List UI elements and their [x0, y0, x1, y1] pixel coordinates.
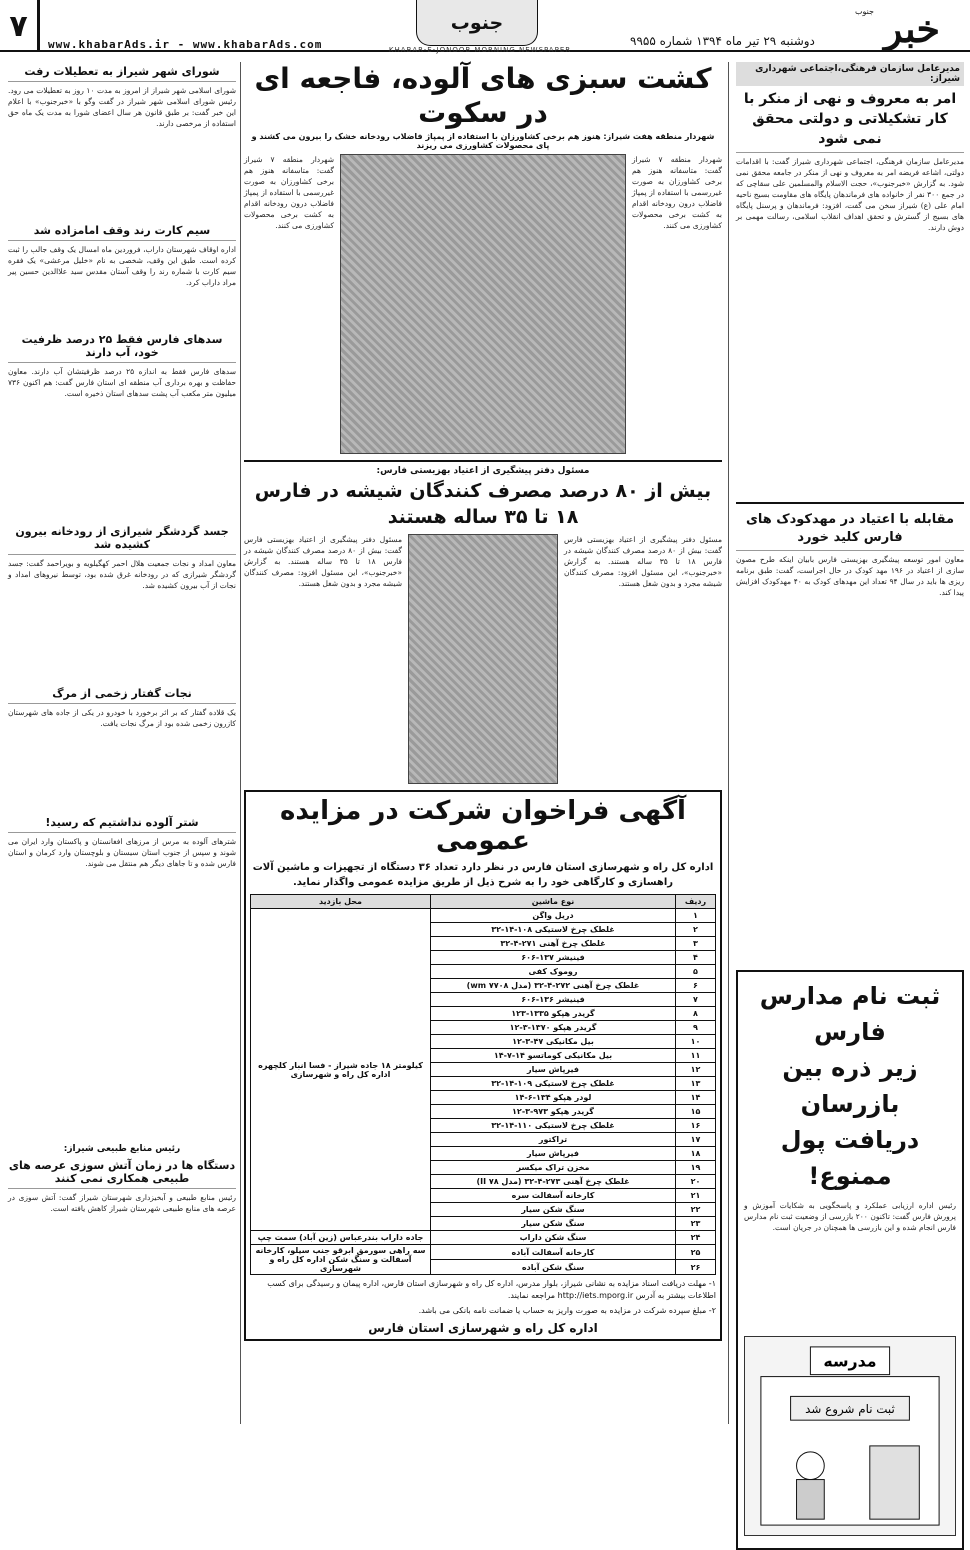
machine-type: سنگ شکن سیار — [431, 1203, 676, 1217]
article-body: یک قلاده گفتار که بر اثر برخورد با خودرو در یکی از جاده های شهرستان کازرون زخمی شده بود از مرگ نجات یافت. — [8, 708, 236, 728]
row-number: ۲۱ — [676, 1189, 716, 1203]
article-dams — [8, 330, 236, 516]
paper-english-name: KHABAR-E-JONOOB MORNING NEWSPAPER — [388, 46, 572, 54]
table-row — [251, 1245, 716, 1260]
machine-type: گریدر هپکو ۱۳۷۰-۳-۱۲ — [431, 1021, 676, 1035]
machine-type: کارخانه آسفالت آباده — [431, 1245, 676, 1260]
machine-type: سنگ شکن سیار — [431, 1217, 676, 1231]
masthead — [0, 0, 970, 52]
cartoon-illustration — [744, 1336, 956, 1536]
inspection-place: سه راهی سورمق ابرقو جنب سیلو، کارخانه آسفالت و سنگ شکن اداره کل راه و شهرسازی — [251, 1245, 431, 1275]
tender-header-row — [251, 895, 716, 909]
machine-type: لودر هپکو ۱۳۴-۶-۱۴ — [431, 1091, 676, 1105]
machine-type: فیرپاش سیار — [431, 1063, 676, 1077]
machine-type: غلطک چرخ لاستیکی ۱۱۰-۱۴-۳۲ — [431, 1119, 676, 1133]
article-body: شترهای آلوده به مرس از مرزهای افغانستان و پاکستان وارد ایران می شوند و سپس از جنوب استان سیستان و بلوچستان وارد کرمان و استان فارس شده و تا جاهای دیگر هم منتقل می شوند. — [8, 837, 236, 868]
row-number: ۱۲ — [676, 1063, 716, 1077]
article-crystal-meth — [244, 460, 722, 784]
middle-column — [244, 62, 722, 1424]
inspection-place: جاده داراب بندرعباس (زین آباد) سمت چپ — [251, 1231, 431, 1245]
article-camels — [8, 813, 236, 1136]
row-number: ۲۵ — [676, 1245, 716, 1260]
row-number: ۱۳ — [676, 1077, 716, 1091]
table-row — [251, 909, 716, 923]
machine-type: سنگ شکن داراب — [431, 1231, 676, 1245]
article-title: دستگاه ها در زمان آتش سوزی عرصه های طبیعی همکاری نمی کنند — [8, 1156, 236, 1189]
promo-school-registration — [736, 970, 964, 1550]
row-number: ۱۸ — [676, 1147, 716, 1161]
section-tab: جنوب — [416, 0, 538, 46]
ad-note-1: ۱- مهلت دریافت اسناد مزایده به نشانی شیراز، بلوار مدرس، اداره کل راه و شهرسازی استان فارس، اداره پیمان و رسیدگی برای کسب اطلاعات بیشتر به آدرس http://iets.mporg.ir مراجعه نمایند. — [267, 1279, 716, 1300]
cartoon-icon — [745, 1337, 955, 1535]
article-sim-card — [8, 221, 236, 324]
row-number: ۱۴ — [676, 1091, 716, 1105]
tender-table — [250, 894, 716, 1275]
article-body-continued: شهردار منطقه ۷ شیراز گفت: متاسفانه هنوز هم برخی کشاورزان به صورت غیررسمی با استفاده از پمپاژ فاضلاب درون رودخانه اقدام به کشت برخی محصولات کشاورزی می کنند. — [244, 155, 334, 230]
ad-intro: اداره کل راه و شهرسازی استان فارس در نظر دارد تعداد ۳۶ دستگاه از تجهیزات و ماشین آلات راهسازی و کارگاهی خود را به شرح ذیل از طریق مزایده عمومی واگذار نماید. — [252, 862, 714, 888]
machine-type: سنگ شکن آباده — [431, 1260, 676, 1275]
article-title: مقابله با اعتیاد در مهدکودک های فارس کلید خورد — [736, 508, 964, 551]
row-number: ۲۰ — [676, 1175, 716, 1189]
article-amr-be-maroof — [736, 62, 964, 496]
article-body-continued: مسئول دفتر پیشگیری از اعتیاد بهزیستی فارس گفت: بیش از ۸۰ درصد مصرف کنندگان شیشه در فارس ۱۸ تا ۳۵ ساله هستند. به گزارش «خبرجنوب»، این مسئول افزود: مصرف کنندگان شیشه مجرد و بدون شغل هستند. — [244, 535, 402, 588]
row-number: ۹ — [676, 1021, 716, 1035]
newspaper-logo — [854, 2, 962, 51]
article-title: سیم کارت رند وقف امامزاده شد — [8, 221, 236, 241]
ad-note-2: ۲- مبلغ سپرده شرکت در مزایده به صورت واریز به حساب یا ضمانت نامه بانکی می باشد. — [418, 1306, 716, 1315]
main-headline: کشت سبزی های آلوده، فاجعه ای در سکوت — [254, 62, 712, 129]
column-rule — [240, 62, 241, 1424]
right-column — [736, 62, 964, 1424]
row-number: ۱۹ — [676, 1161, 716, 1175]
promo-line-3: دریافت پول ممنوع! — [780, 1126, 920, 1190]
article-kicker: مسئول دفتر پیشگیری از اعتیاد بهزیستی فارس: — [244, 464, 722, 478]
article-title: نجات گفتار زخمی از مرگ — [8, 684, 236, 704]
row-number: ۱۰ — [676, 1035, 716, 1049]
row-number: ۱۶ — [676, 1119, 716, 1133]
article-polluted-vegetables — [244, 62, 722, 454]
article-title: جسد گردشگر شیرازی از رودخانه بیرون کشیده شد — [8, 522, 236, 555]
machine-type: دریل واگن — [431, 909, 676, 923]
article-kicker: رئیس منابع طبیعی شیراز: — [8, 1142, 236, 1156]
machine-type: گریدر هپکو ۹۷۳-۳-۱۲ — [431, 1105, 676, 1119]
machine-type: فینیشر ۱۳۷-۶۰۶ — [431, 951, 676, 965]
article-title: شتر آلوده نداشتیم که رسید! — [8, 813, 236, 833]
table-row — [251, 1231, 716, 1245]
machine-type: غلطک چرخ لاستیکی ۱۰۸-۱۴-۳۲ — [431, 923, 676, 937]
article-kindergarten-addiction — [736, 502, 964, 964]
machine-type: غلطک چرخ آهنی ۲۷۱-۴-۳۲ — [431, 937, 676, 951]
machine-type: روموک کفی — [431, 965, 676, 979]
article-city-council — [8, 62, 236, 215]
logo-text: خبر — [884, 6, 940, 51]
machine-type: تراکتور — [431, 1133, 676, 1147]
article-body: سدهای فارس فقط به اندازه ۲۵ درصد ظرفیتشان آب دارند. معاون حفاظت و بهره برداری آب منطقه ای استان فارس گفت: هم اکنون ۷۳۶ میلیون متر مکعب آب پشت سدهای استان ذخیره است. — [8, 367, 236, 398]
page-number: ۷ — [0, 0, 40, 52]
main-lede: شهردار منطقه هفت شیراز: هنوز هم برخی کشاورزان با استفاده از پمپاژ فاضلاب رودخانه خشک را بیرون می کشند و پای محصولات کشاورزی می ریزند — [251, 132, 715, 150]
riverbed-photo — [340, 154, 626, 454]
article-kicker: مدیرعامل سازمان فرهنگی،اجتماعی شهرداری شیراز: — [736, 62, 964, 86]
article-body: معاون امداد و نجات جمعیت هلال احمر کهگیلویه و بویراحمد گفت: جسد گردشگر شیرازی که در رودخانه غرق شده بود، توسط نیروهای امداد و نجات از آب بیرون کشیده شد. — [8, 559, 236, 590]
row-number: ۱۵ — [676, 1105, 716, 1119]
cartoon-sign: مدرسه — [823, 1351, 877, 1371]
machine-type: کارخانه آسفالت سره — [431, 1189, 676, 1203]
machine-type: غلطک چرخ آهنی ۲۷۲-۴-۳۲ (مدل wm ۷۷۰۸) — [431, 979, 676, 993]
machine-type: بیل مکانیکی ۴۷-۳-۱۲ — [431, 1035, 676, 1049]
promo-line-1: ثبت نام مدارس فارس — [759, 982, 941, 1046]
article-title: امر به معروف و نهی از منکر با کار تشکیلاتی و دولتی محقق نمی شود — [736, 86, 964, 153]
row-number: ۱۱ — [676, 1049, 716, 1063]
row-number: ۱ — [676, 909, 716, 923]
article-title: بیش از ۸۰ درصد مصرف کنندگان شیشه در فارس ۱۸ تا ۳۵ ساله هستند — [254, 480, 712, 528]
machine-type: گریدر هپکو ۱۳۳۵-۱۲۳ — [431, 1007, 676, 1021]
machine-type: بیل مکانیکی کوماتسو ۱۴-۷-۱۴ — [431, 1049, 676, 1063]
row-number: ۲۳ — [676, 1217, 716, 1231]
column-rule — [728, 62, 729, 1424]
article-hyena — [8, 684, 236, 807]
article-title: شورای شهر شیراز به تعطیلات رفت — [8, 62, 236, 82]
inspection-place: کیلومتر ۱۸ جاده شیراز - فسا انبار کلچهره اداره کل راه و شهرسازی — [251, 909, 431, 1231]
row-number: ۲ — [676, 923, 716, 937]
column-header-type: نوع ماشین — [431, 895, 676, 909]
machine-type: غلطک چرخ لاستیکی ۱۰۹-۱۴-۳۲ — [431, 1077, 676, 1091]
promo-line-2: زیر ذره بین بازرسان — [782, 1054, 918, 1118]
row-number: ۲۶ — [676, 1260, 716, 1275]
promo-body: رئیس اداره ارزیابی عملکرد و پاسخگویی به شکایات آموزش و پرورش فارس گفت: تاکنون ۲۰۰ بازرسی از وضعیت ثبت نام مدارس فارس انجام شده و این بازرسی ها همچنان در جریان است. — [744, 1201, 956, 1232]
article-body: شورای اسلامی شهر شیراز از امروز به مدت ۱۰ روز به تعطیلات می رود. رئیس شورای اسلامی شهر شیراز در گفت وگو با «خبرجنوب» با اعلام این خبر گفت: بر طبق قانون هر سال اعضای شورا به مدت یک ماه حق استفاده از مرخصی دارند. — [8, 86, 236, 128]
article-body: رئیس منابع طبیعی و آبخیزداری شهرستان شیراز گفت: آتش سوزی در عرصه های منابع طبیعی شهرستان شیراز کاهش یافته است. — [8, 1193, 236, 1213]
left-column — [8, 62, 236, 1424]
row-number: ۱۷ — [676, 1133, 716, 1147]
row-number: ۶ — [676, 979, 716, 993]
row-number: ۲۲ — [676, 1203, 716, 1217]
row-number: ۷ — [676, 993, 716, 1007]
article-natural-resources — [8, 1142, 236, 1392]
article-body: مسئول دفتر پیشگیری از اعتیاد بهزیستی فارس گفت: بیش از ۸۰ درصد مصرف کنندگان شیشه در فارس ۱۸ تا ۳۵ ساله هستند. به گزارش «خبرجنوب»، این مسئول افزود: مصرف کنندگان شیشه مجرد و بدون شغل هستند. — [564, 535, 722, 588]
machine-type: فیرپاش سیار — [431, 1147, 676, 1161]
machine-type: مخزن تراک میکسر — [431, 1161, 676, 1175]
logo-sub: جنوب — [854, 7, 874, 16]
article-body: مدیرعامل سازمان فرهنگی، اجتماعی شهرداری شیراز گفت: با اقدامات دولتی، اشاعه فریضه امر به معروف و نهی از منکر در جامعه محقق نمی شود. به گزارش «خبرجنوب»، حجت الاسلام والمسلمین علی سقاچی که در جمع ۳۰۰ نفر از خانواده های فرماندهان پایگاه های مقاومت بسیج ناحیه امام علی (ع) شیراز سخن می گفت، افزود: فرماندهان و پرسنل پایگاه های بسیج از گسترش و تحقق اهداف انقلاب اسلامی، رسالت مهمی بر دوش دارند. — [736, 157, 964, 232]
article-body: معاون امور توسعه پیشگیری بهزیستی فارس بابیان اینکه طرح مصون سازی از اعتیاد در ۱۹۶ مهد کودک در حال اجراست، گفت: طبق برنامه ریزی ها باید در سال ۹۴ تعداد این مهدهای کودک به ۴۰ مهدکودک افزایش پیدا کند. — [736, 555, 964, 597]
tender-body — [251, 909, 716, 1275]
site-url[interactable]: www.khabarAds.ir - www.khabarAds.com — [48, 38, 323, 51]
cartoon-banner: ثبت نام شروع شد — [805, 1402, 895, 1417]
machine-type: فینیشر ۱۳۶-۶۰۶ — [431, 993, 676, 1007]
machine-type: غلطک چرخ آهنی ۲۷۳-۴-۳۲ (مدل ۷۸ II) — [431, 1175, 676, 1189]
column-header-row: ردیف — [676, 895, 716, 909]
article-body: شهردار منطقه ۷ شیراز گفت: متاسفانه هنوز هم برخی کشاورزان به صورت غیررسمی با استفاده از پمپاژ فاضلاب درون رودخانه اقدام به کشت برخی محصولات کشاورزی می کنند. — [632, 155, 722, 230]
article-body: اداره اوقاف شهرستان داراب، فروردین ماه امسال یک وقف جالب را ثبت کرده است. طبق این وقف، شخصی به نام «خلیل مرعشی» یک فقره سیم کارت با شماره رند را وقف آستان مقدس سید علاالدین حسین پیر مراد داراب کرد. — [8, 245, 236, 287]
ad-title: آگهی فراخوان شرکت در مزایده عمومی — [280, 796, 686, 856]
row-number: ۲۴ — [676, 1231, 716, 1245]
addict-photo — [408, 534, 558, 784]
article-title: سدهای فارس فقط ۲۵ درصد ظرفیت خود، آب دارند — [8, 330, 236, 363]
ad-signature: اداره کل راه و شهرسازی استان فارس — [368, 1321, 598, 1335]
row-number: ۵ — [676, 965, 716, 979]
row-number: ۸ — [676, 1007, 716, 1021]
issue-date: دوشنبه ۲۹ تیر ماه ۱۳۹۴ شماره ۹۹۵۵ — [630, 34, 815, 48]
article-tourist-body — [8, 522, 236, 678]
main-article-layout — [244, 154, 722, 454]
row-number: ۳ — [676, 937, 716, 951]
tender-advertisement — [244, 790, 722, 1341]
row-number: ۴ — [676, 951, 716, 965]
second-article-layout — [244, 534, 722, 784]
column-header-place: محل بازدید — [251, 895, 431, 909]
